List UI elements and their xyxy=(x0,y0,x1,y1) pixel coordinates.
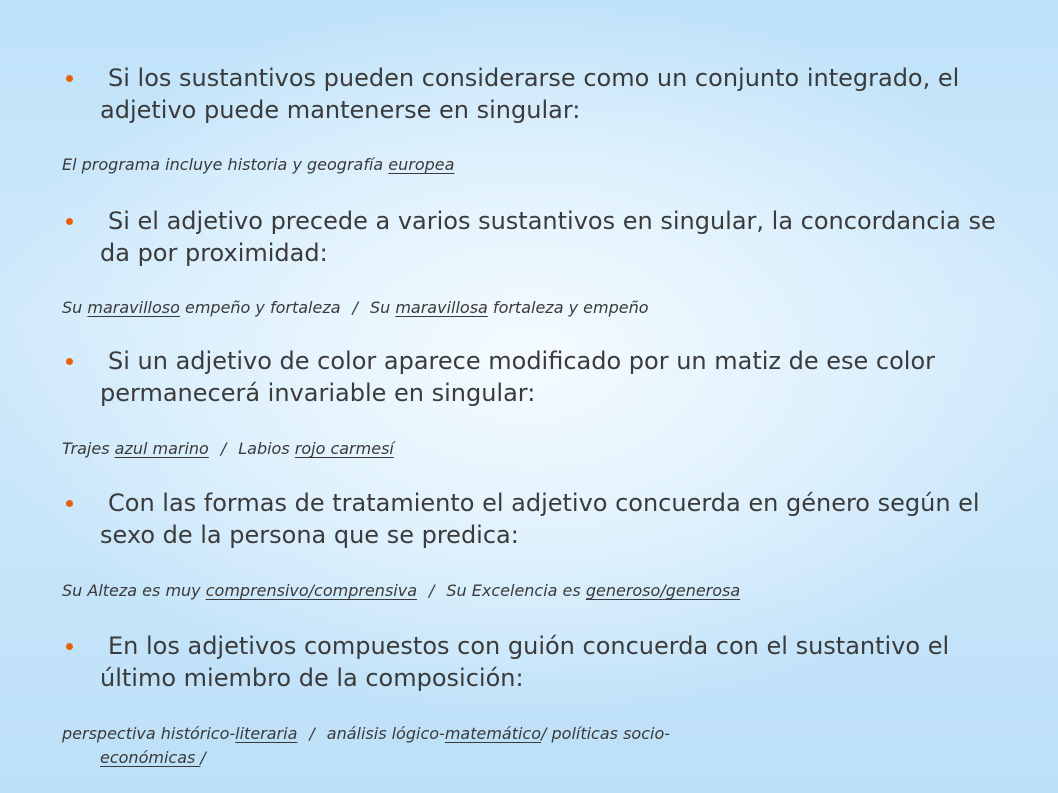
bullet-dot-icon xyxy=(66,218,73,225)
example-text: perspectiva histórico- xyxy=(62,724,236,743)
bullet-text: Si el adjetivo precede a varios sustantivos en singular, la concordancia se da por proximidad: xyxy=(100,207,996,267)
bullet-item-5 xyxy=(66,630,996,694)
bullet-text: En los adjetivos compuestos con guión concuerda con el sustantivo el último miembro de la composición: xyxy=(100,632,950,692)
bullet-item-3 xyxy=(66,345,996,409)
example-underlined: europea xyxy=(388,155,455,174)
example-text: / xyxy=(200,748,206,767)
bullet-item-1 xyxy=(66,62,996,126)
example-text: Labios xyxy=(238,439,295,458)
bullet-dot-icon xyxy=(66,358,73,365)
example-underlined: generoso/generosa xyxy=(585,581,741,600)
bullet-text: Si los sustantivos pueden considerarse como un conjunto integrado, el adjetivo puede mantenerse en singular: xyxy=(100,64,960,124)
bullet-item-2 xyxy=(66,205,996,269)
example-text: Su Alteza es muy xyxy=(62,581,206,600)
example-text: fortaleza y empeño xyxy=(487,298,649,317)
example-separator: / xyxy=(309,724,315,743)
example-3 xyxy=(62,437,962,461)
example-text: empeño y fortaleza xyxy=(179,298,341,317)
example-underlined: económicas xyxy=(100,748,201,767)
example-line-1 xyxy=(62,722,922,746)
example-2 xyxy=(62,296,962,320)
example-underlined: literaria xyxy=(235,724,298,743)
example-text: Trajes xyxy=(62,439,115,458)
example-line-2 xyxy=(62,746,922,770)
example-text: análisis lógico- xyxy=(326,724,445,743)
example-underlined: azul marino xyxy=(114,439,209,458)
example-underlined: rojo carmesí xyxy=(294,439,394,458)
example-text: / políticas socio- xyxy=(541,724,670,743)
example-1 xyxy=(62,153,962,177)
example-separator: / xyxy=(352,298,358,317)
example-text: Su xyxy=(369,298,396,317)
bullet-text: Con las formas de tratamiento el adjetivo concuerda en género según el sexo de la persona que se predica: xyxy=(100,489,980,549)
example-text: El programa incluye historia y geografía xyxy=(62,155,389,174)
example-underlined: matemático xyxy=(444,724,542,743)
bullet-text: Si un adjetivo de color aparece modificado por un matiz de ese color permanecerá invariable en singular: xyxy=(100,347,936,407)
bullet-dot-icon xyxy=(66,643,73,650)
example-separator: / xyxy=(220,439,227,458)
bullet-dot-icon xyxy=(66,75,73,82)
example-underlined: comprensivo/comprensiva xyxy=(205,581,417,600)
example-separator: / xyxy=(429,581,435,600)
bullet-item-4 xyxy=(66,487,996,551)
bullet-dot-icon xyxy=(66,500,73,507)
example-5 xyxy=(62,722,922,770)
example-text: Su xyxy=(62,298,88,317)
example-4 xyxy=(62,579,962,603)
example-underlined: maravillosa xyxy=(395,298,488,317)
example-text: Su Excelencia es xyxy=(446,581,586,600)
example-underlined: maravilloso xyxy=(87,298,180,317)
